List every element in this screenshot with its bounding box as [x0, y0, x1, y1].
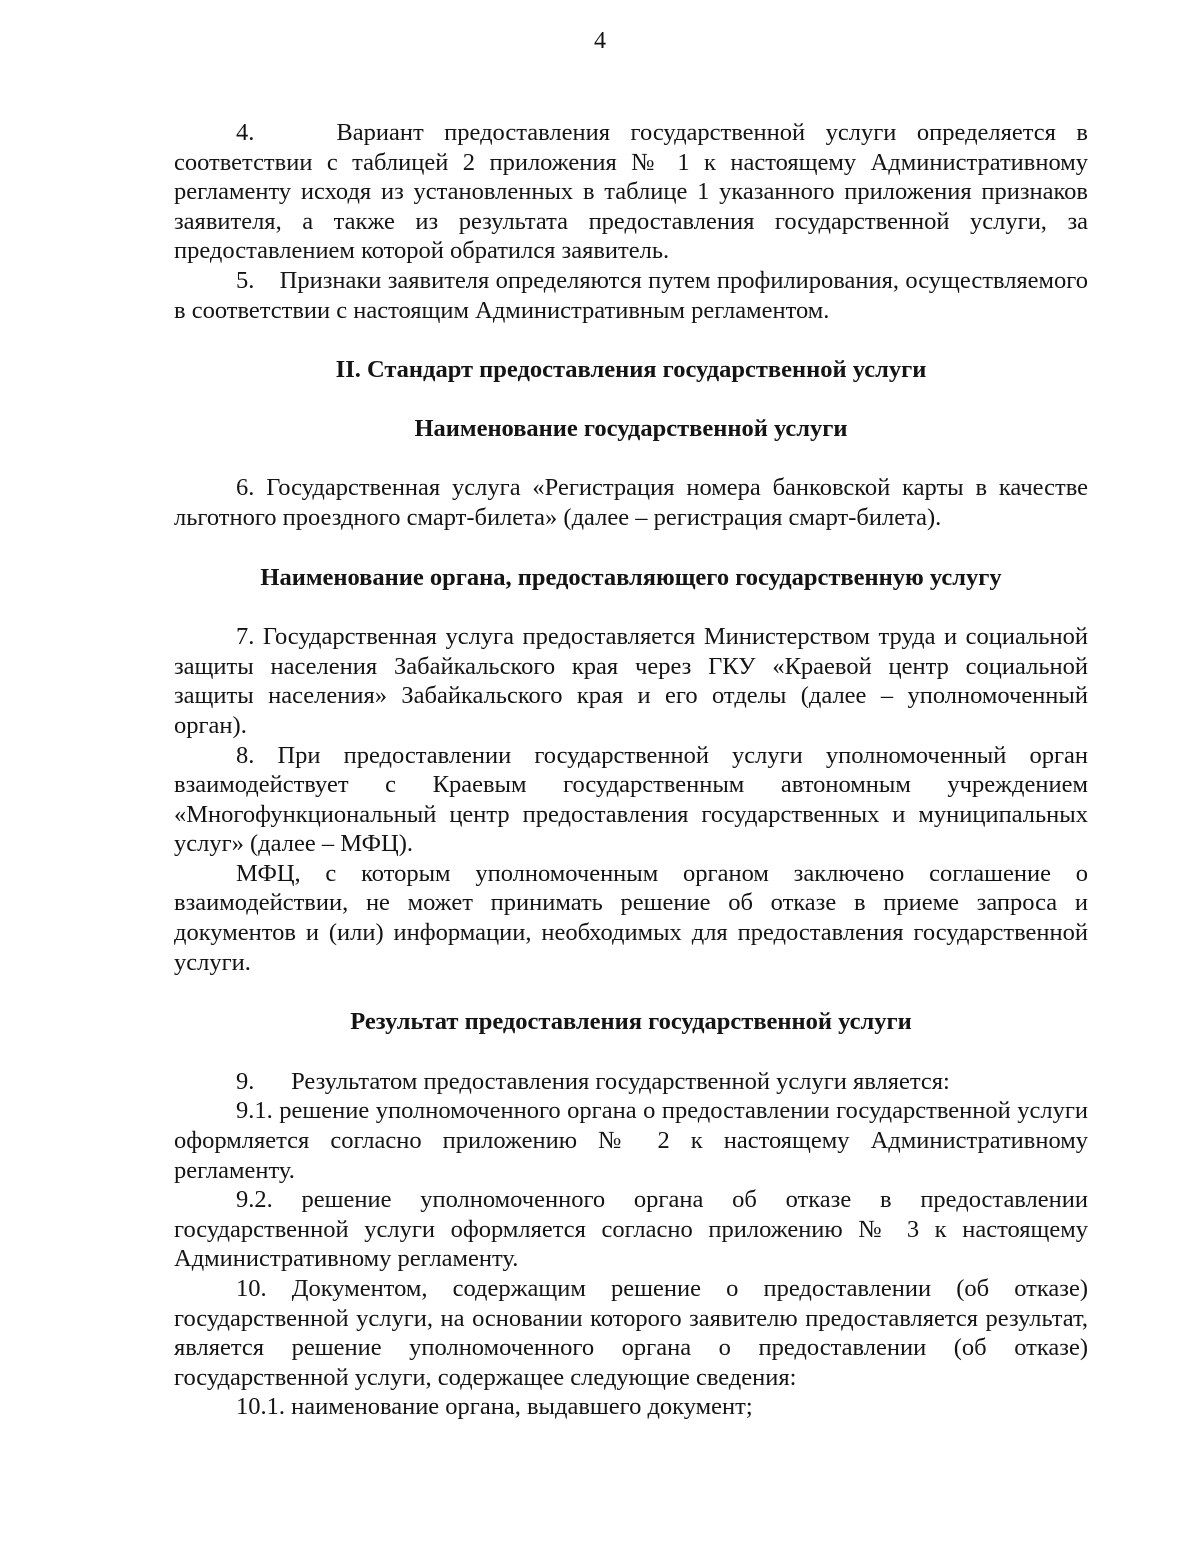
- paragraph-10-1: 10.1. наименование органа, выдавшего документ;: [236, 1393, 753, 1421]
- paragraph-10: 10. Документом, содержащим решение о предоставлении (об отказе) государственной услуги, на основании которого заявителю предоставляется результат, является решение уполномоченного органа о предоставлении (об отказе) государственной услуги, содержащее следующие сведения:: [174, 1275, 1088, 1391]
- paragraph-5: 5. Признаки заявителя определяются путем профилирования, осуществляемого в соответствии с настоящим Административным регламентом.: [174, 266, 1088, 324]
- paragraph-9-1: 9.1. решение уполномоченного органа о предоставлении государственной услуги оформляется согласно приложению № 2 к настоящему Административному регламенту.: [174, 1097, 1088, 1184]
- subheading-result: Результат предоставления государственной услуги: [350, 1008, 912, 1036]
- paragraph-7: 7. Государственная услуга предоставляется Министерством труда и социальной защиты населения Забайкальского края через ГКУ «Краевой центр социальной защиты населения» Забайкальского края и его отделы (далее – уполномоченный орган).: [174, 623, 1088, 739]
- paragraph-6: 6. Государственная услуга «Регистрация номера банковской карты в качестве льготного проездного смарт-билета» (далее – регистрация смарт-билета).: [174, 474, 1088, 531]
- paragraph-4: 4. Вариант предоставления государственной услуги определяется в соответствии с таблицей 2 приложения № 1 к настоящему Административному регламенту исходя из установленных в таблице 1 указанного приложения признаков заявителя, а также из результата предоставления государственной услуги, за предоставлением которой обратился заявитель.: [174, 119, 1088, 265]
- section-heading-ii: II. Стандарт предоставления государственной услуги: [335, 356, 927, 384]
- paragraph-mfc: МФЦ, с которым уполномоченным органом заключено соглашение о взаимодействии, не может принимать решение об отказе в приеме запроса и документов и (или) информации, необходимых для предоставления государственной услуги.: [174, 859, 1088, 976]
- document-body: [174, 118, 1088, 1422]
- paragraph-9-2: 9.2. решение уполномоченного органа об отказе в предоставлении государственной услуги оформляется согласно приложению № 3 к настоящему Административному регламенту.: [174, 1186, 1088, 1273]
- page-number: 4: [594, 28, 606, 54]
- subheading-authority: Наименование органа, предоставляющего государственную услугу: [260, 563, 1002, 591]
- paragraph-8: 8. При предоставлении государственной услуги уполномоченный орган взаимодействует с Краевым государственным автономным учреждением «Многофункциональный центр предоставления государственных и муниципальных услуг» (далее – МФЦ).: [174, 741, 1088, 858]
- subheading-service-name: Наименование государственной услуги: [414, 414, 848, 442]
- paragraph-9: 9. Результатом предоставления государственной услуги является:: [236, 1067, 950, 1095]
